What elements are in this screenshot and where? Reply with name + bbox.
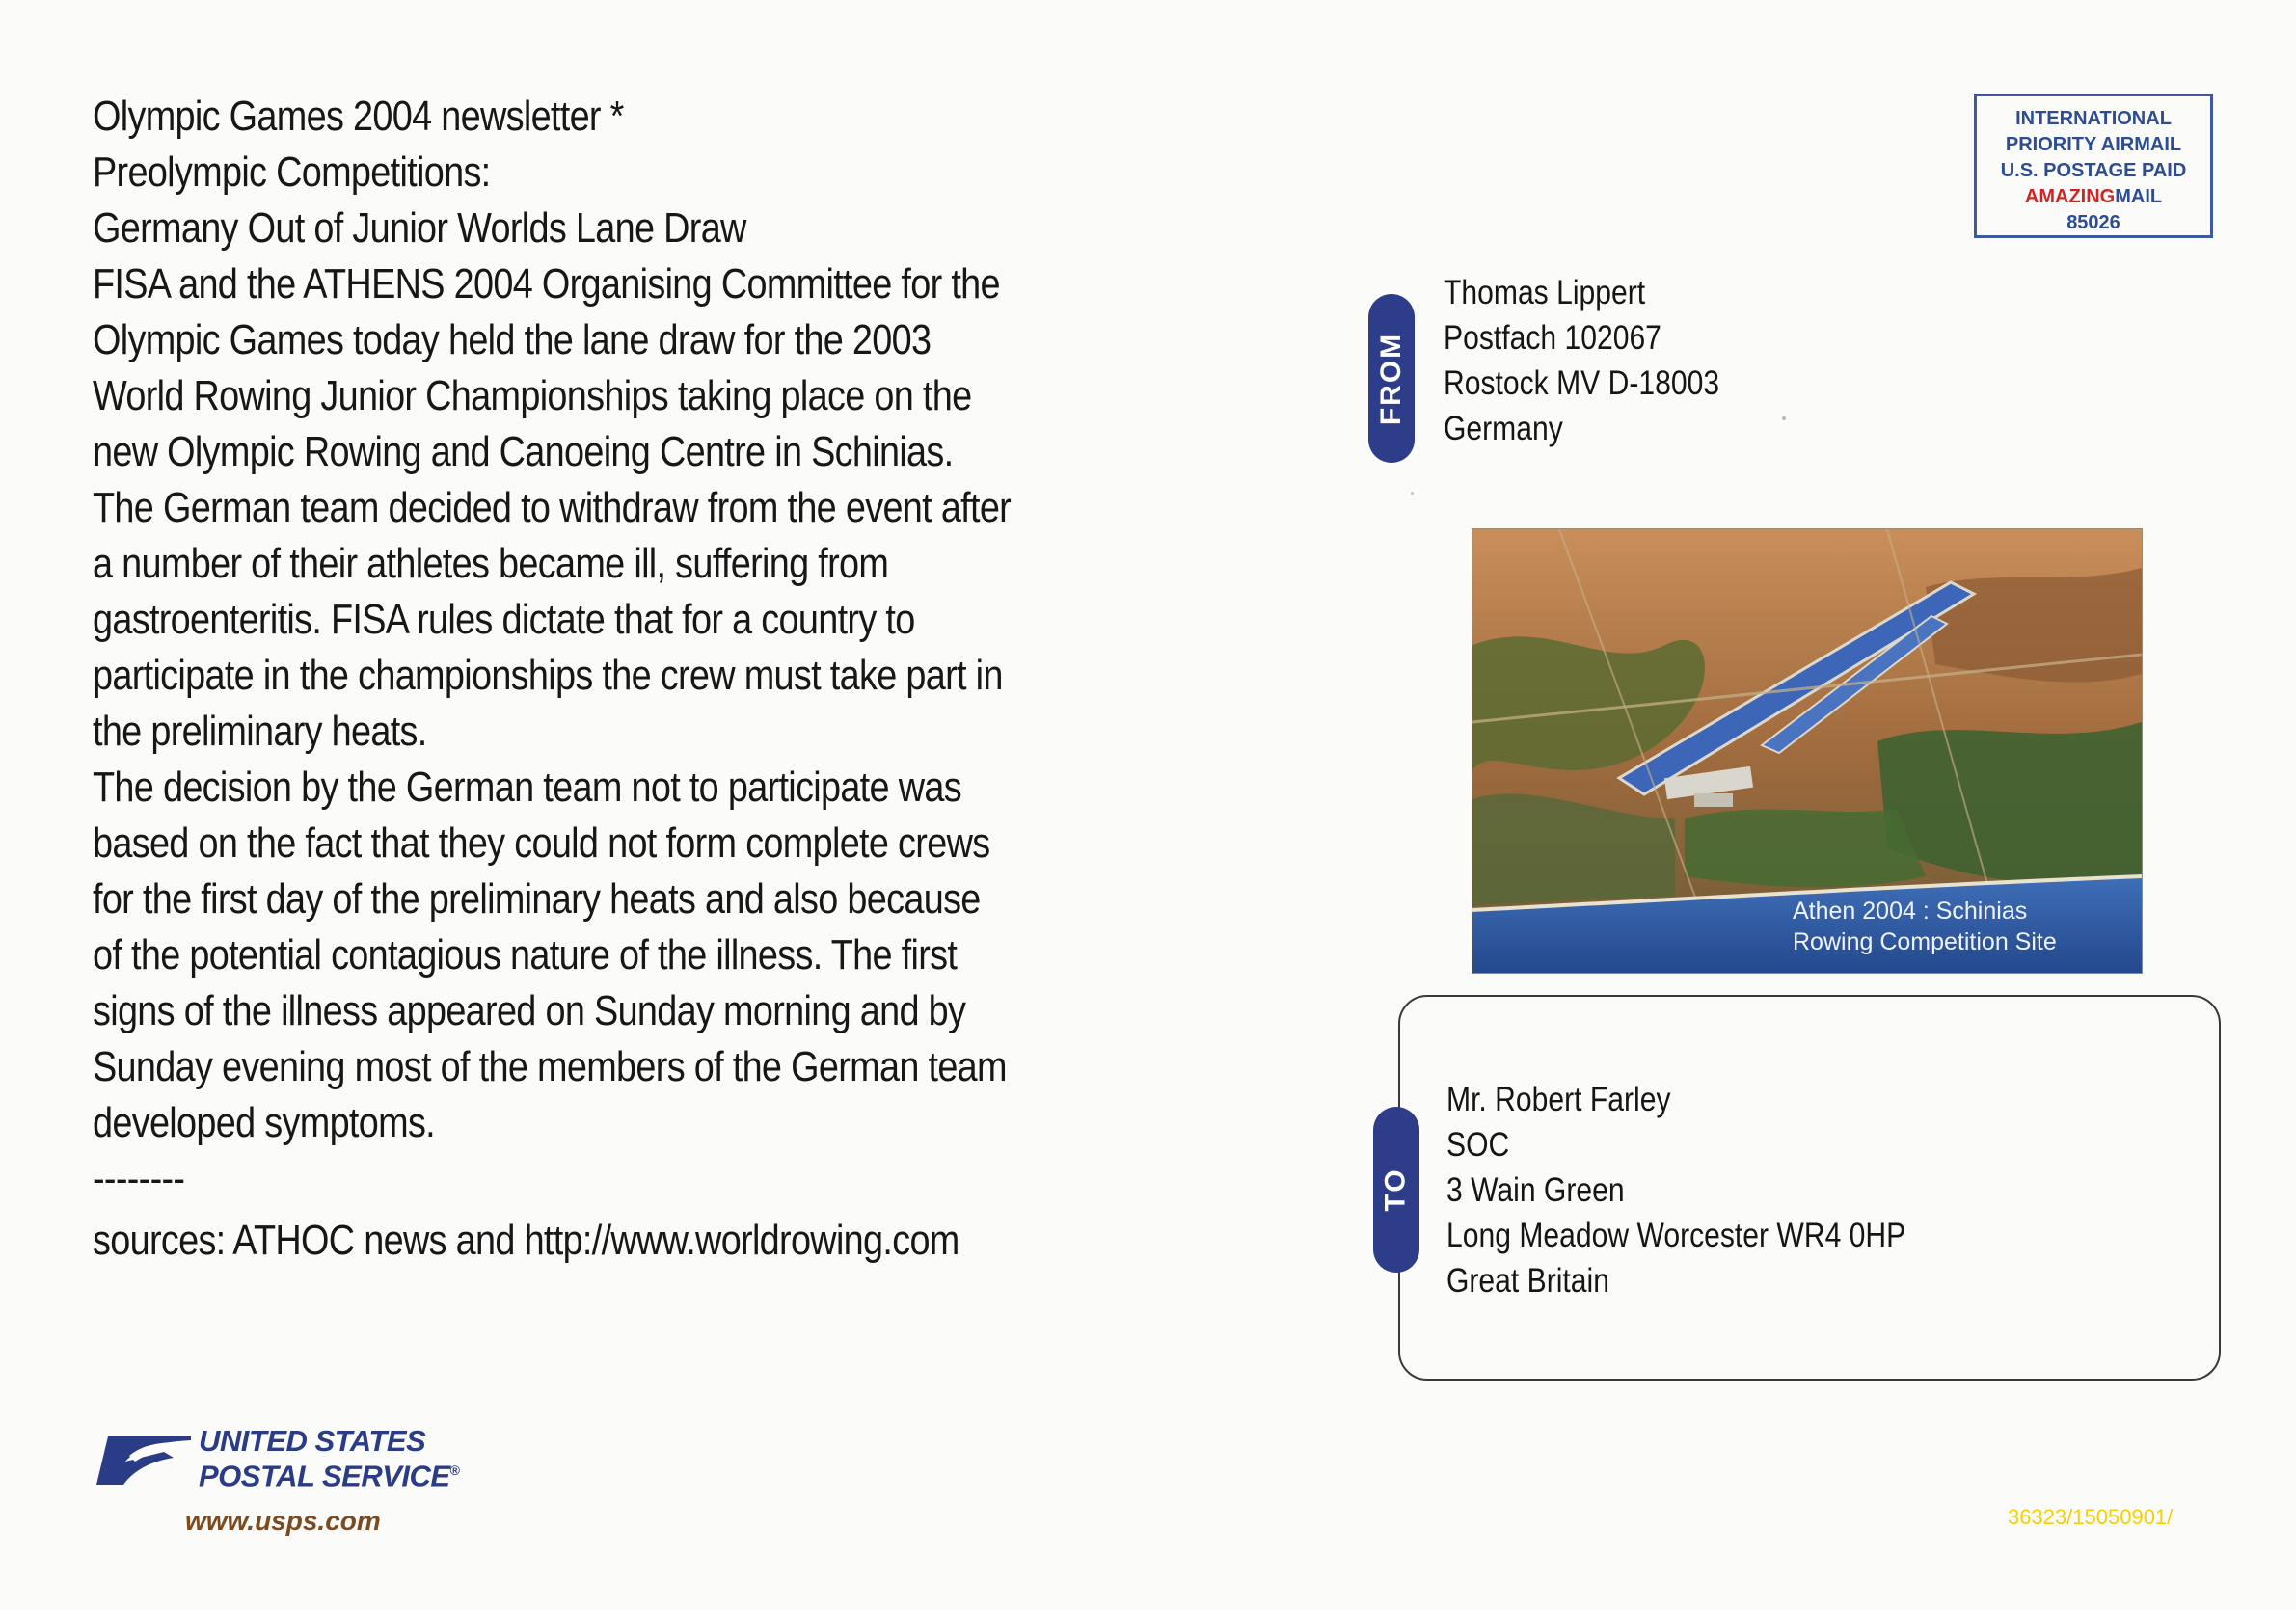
rowing-site-photo	[1472, 528, 2143, 974]
sender-name: Thomas Lippert	[1444, 274, 1646, 311]
to-label-pill	[1373, 1107, 1419, 1273]
photo-caption-line2: Rowing Competition Site	[1793, 928, 2057, 955]
from-label: FROM	[1375, 332, 1408, 425]
photo-caption-line1: Athen 2004 : Schinias	[1793, 898, 2028, 925]
sender-country: Germany	[1444, 410, 1563, 447]
usps-trademark: ®	[449, 1462, 460, 1478]
scan-speck	[1411, 492, 1414, 495]
indicia-permit-number: 85026	[2066, 212, 2120, 233]
usps-line1: UNITED STATES	[199, 1424, 426, 1458]
scan-speck	[1782, 416, 1786, 420]
usps-eagle-icon	[96, 1429, 193, 1492]
indicia-line-international: INTERNATIONAL	[2015, 108, 2172, 129]
recipient-address	[1446, 1077, 1905, 1303]
newsletter-line: of the potential contagious nature of the illness. The first	[93, 931, 958, 979]
indicia-line-postage-paid: U.S. POSTAGE PAID	[2000, 160, 2187, 181]
usps-line2	[199, 1456, 460, 1493]
newsletter-separator: --------	[93, 1155, 185, 1202]
indicia-amazing: AMAZING	[2024, 186, 2116, 207]
sender-city: Rostock MV D-18003	[1444, 364, 1720, 402]
indicia-mail: MAIL	[2115, 186, 2163, 207]
recipient-country: Great Britain	[1446, 1262, 1609, 1300]
newsletter-subtitle: Preolympic Competitions:	[93, 148, 491, 196]
newsletter-line: developed symptoms.	[93, 1099, 436, 1146]
newsletter-sources: sources: ATHOC news and http://www.worldrowing.com	[93, 1217, 959, 1264]
newsletter-title: Olympic Games 2004 newsletter *	[93, 93, 624, 140]
newsletter-line: Olympic Games today held the lane draw for the 2003	[93, 316, 932, 363]
print-code: 36323/15050901/	[2008, 1505, 2174, 1529]
sender-street: Postfach 102067	[1444, 319, 1661, 357]
newsletter-line: a number of their athletes became ill, suffering from	[93, 540, 889, 587]
newsletter-line: participate in the championships the crew must take part in	[93, 652, 1003, 699]
postage-indicia	[1974, 94, 2213, 238]
newsletter-line: for the first day of the preliminary heats and also because	[93, 875, 981, 923]
usps-line2-text: POSTAL SERVICE	[199, 1459, 450, 1493]
newsletter-line: The decision by the German team not to participate was	[93, 764, 961, 811]
recipient-city: Long Meadow Worcester WR4 0HP	[1446, 1217, 1906, 1254]
recipient-name: Mr. Robert Farley	[1446, 1081, 1671, 1118]
newsletter-line: World Rowing Junior Championships taking place on the	[93, 372, 972, 419]
usps-wordmark	[199, 1424, 460, 1493]
sender-address	[1444, 270, 1719, 451]
photo-caption	[1793, 896, 2122, 957]
indicia-line-amazingmail	[1977, 184, 2210, 210]
usps-logo	[96, 1424, 501, 1543]
newsletter-line: Sunday evening most of the members of the German team	[93, 1043, 1007, 1090]
recipient-street: 3 Wain Green	[1446, 1171, 1625, 1209]
newsletter-line: based on the fact that they could not form complete crews	[93, 819, 990, 867]
newsletter-line: gastroenteritis. FISA rules dictate that for a country to	[93, 596, 915, 643]
newsletter-line: the preliminary heats.	[93, 708, 427, 755]
from-label-pill	[1368, 294, 1415, 463]
usps-url: www.usps.com	[185, 1506, 381, 1536]
newsletter-text	[93, 89, 1138, 1269]
newsletter-line: The German team decided to withdraw from the event after	[93, 484, 1012, 531]
to-label: TO	[1380, 1167, 1412, 1212]
recipient-organisation: SOC	[1446, 1126, 1510, 1164]
newsletter-line: FISA and the ATHENS 2004 Organising Committee for the	[93, 260, 1000, 308]
newsletter-line: new Olympic Rowing and Canoeing Centre in Schinias.	[93, 428, 954, 475]
indicia-line-priority: PRIORITY AIRMAIL	[2005, 134, 2182, 155]
newsletter-headline: Germany Out of Junior Worlds Lane Draw	[93, 204, 746, 252]
newsletter-line: signs of the illness appeared on Sunday morning and by	[93, 987, 966, 1034]
